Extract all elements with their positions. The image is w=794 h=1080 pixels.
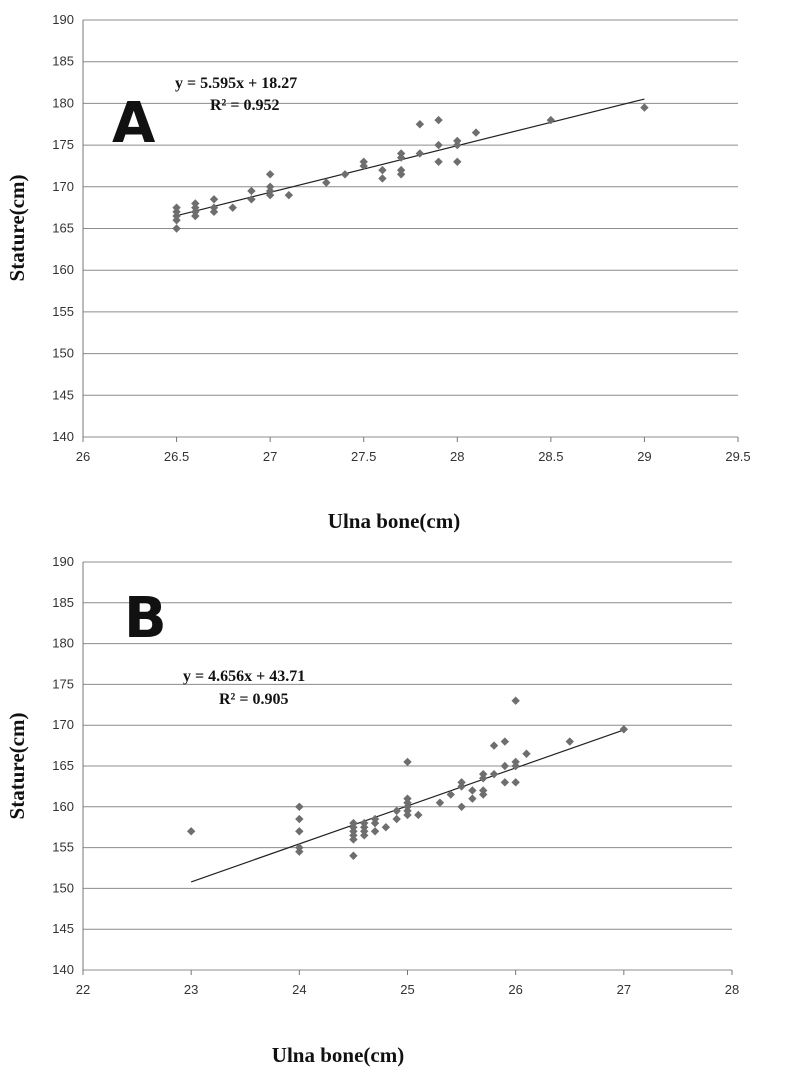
y-tick-label: 175	[52, 676, 74, 692]
data-point	[371, 827, 379, 835]
x-tick-label: 28	[450, 449, 465, 464]
data-point	[172, 224, 180, 232]
y-axis-title: Stature(cm)	[5, 174, 29, 282]
data-point	[210, 195, 218, 203]
data-point	[382, 823, 390, 831]
data-point	[434, 116, 442, 124]
x-tick-label: 24	[292, 982, 307, 997]
y-tick-label: 145	[52, 387, 74, 403]
data-point	[511, 778, 519, 786]
data-point	[501, 778, 509, 786]
data-point	[229, 203, 237, 211]
panel-label: A	[112, 91, 156, 156]
y-tick-label: 165	[52, 220, 74, 236]
data-point	[378, 166, 386, 174]
data-point	[187, 827, 195, 835]
panel-label: B	[124, 586, 167, 651]
data-point	[434, 158, 442, 166]
x-axis-title: Ulna bone(cm)	[271, 1043, 405, 1067]
data-point	[472, 128, 480, 136]
data-point	[341, 170, 349, 178]
x-tick-label: 28	[724, 982, 740, 997]
y-tick-label: 190	[52, 12, 74, 27]
data-point	[349, 852, 357, 860]
x-tick-label: 28.5	[538, 449, 564, 464]
y-tick-label: 185	[52, 53, 74, 69]
y-tick-label: 170	[52, 717, 74, 733]
data-point	[414, 811, 422, 819]
x-axis-title: Ulna bone(cm)	[327, 509, 461, 533]
data-point	[490, 741, 498, 749]
data-point	[266, 170, 274, 178]
y-tick-label: 180	[52, 95, 74, 111]
data-point	[511, 697, 519, 705]
data-point	[468, 786, 476, 794]
x-tick-label: 26	[75, 449, 91, 464]
x-tick-label: 25	[400, 982, 415, 997]
y-tick-label: 150	[52, 880, 74, 896]
y-axis-title: Stature(cm)	[5, 712, 29, 820]
data-point	[522, 750, 530, 758]
y-tick-label: 145	[52, 921, 74, 937]
y-tick-label: 165	[52, 758, 74, 773]
y-tick-label: 175	[52, 137, 74, 153]
data-point	[453, 158, 461, 166]
r-squared-label: R² = 0.952	[210, 97, 280, 114]
trendline	[177, 99, 645, 216]
x-tick-label: 29.5	[725, 449, 751, 464]
data-point	[436, 799, 444, 807]
r-squared-label: R² = 0.905	[219, 691, 289, 708]
y-tick-label: 160	[52, 798, 74, 814]
data-point	[620, 725, 628, 733]
y-tick-label: 140	[52, 962, 74, 977]
y-tick-label: 155	[52, 303, 74, 319]
trendline-equation: y = 5.595x + 18.27	[175, 75, 298, 92]
chart-panel-b	[5, 554, 739, 1067]
y-tick-label: 150	[52, 345, 74, 361]
trendline-equation: y = 4.656x + 43.71	[183, 668, 306, 685]
y-tick-label: 170	[52, 178, 74, 194]
y-tick-label: 180	[52, 635, 74, 651]
data-point	[378, 174, 386, 182]
data-point	[640, 103, 648, 111]
data-point	[295, 815, 303, 823]
data-point	[247, 187, 255, 195]
x-tick-label: 23	[183, 982, 199, 997]
data-point	[457, 803, 465, 811]
y-tick-label: 160	[52, 262, 74, 278]
data-point	[416, 149, 424, 157]
data-point	[295, 827, 303, 835]
data-point	[566, 737, 574, 745]
data-point	[501, 737, 509, 745]
y-tick-label: 190	[52, 554, 74, 569]
y-tick-label: 155	[52, 839, 74, 855]
x-tick-label: 27.5	[351, 449, 377, 464]
x-tick-label: 22	[75, 982, 91, 997]
data-point	[416, 120, 424, 128]
x-tick-label: 26	[508, 982, 523, 997]
data-point	[392, 807, 400, 815]
data-point	[468, 794, 476, 802]
x-tick-label: 27	[262, 449, 278, 464]
x-tick-label: 29	[637, 449, 652, 464]
data-point	[295, 803, 303, 811]
data-point	[285, 191, 293, 199]
data-point	[501, 762, 509, 770]
y-tick-label: 185	[52, 594, 74, 610]
x-tick-label: 26.5	[163, 449, 190, 464]
data-point	[392, 815, 400, 823]
y-tick-label: 140	[52, 429, 74, 444]
x-tick-label: 27	[616, 982, 632, 997]
chart-panel-a	[5, 12, 751, 533]
data-point	[403, 758, 411, 766]
data-point	[434, 141, 442, 149]
